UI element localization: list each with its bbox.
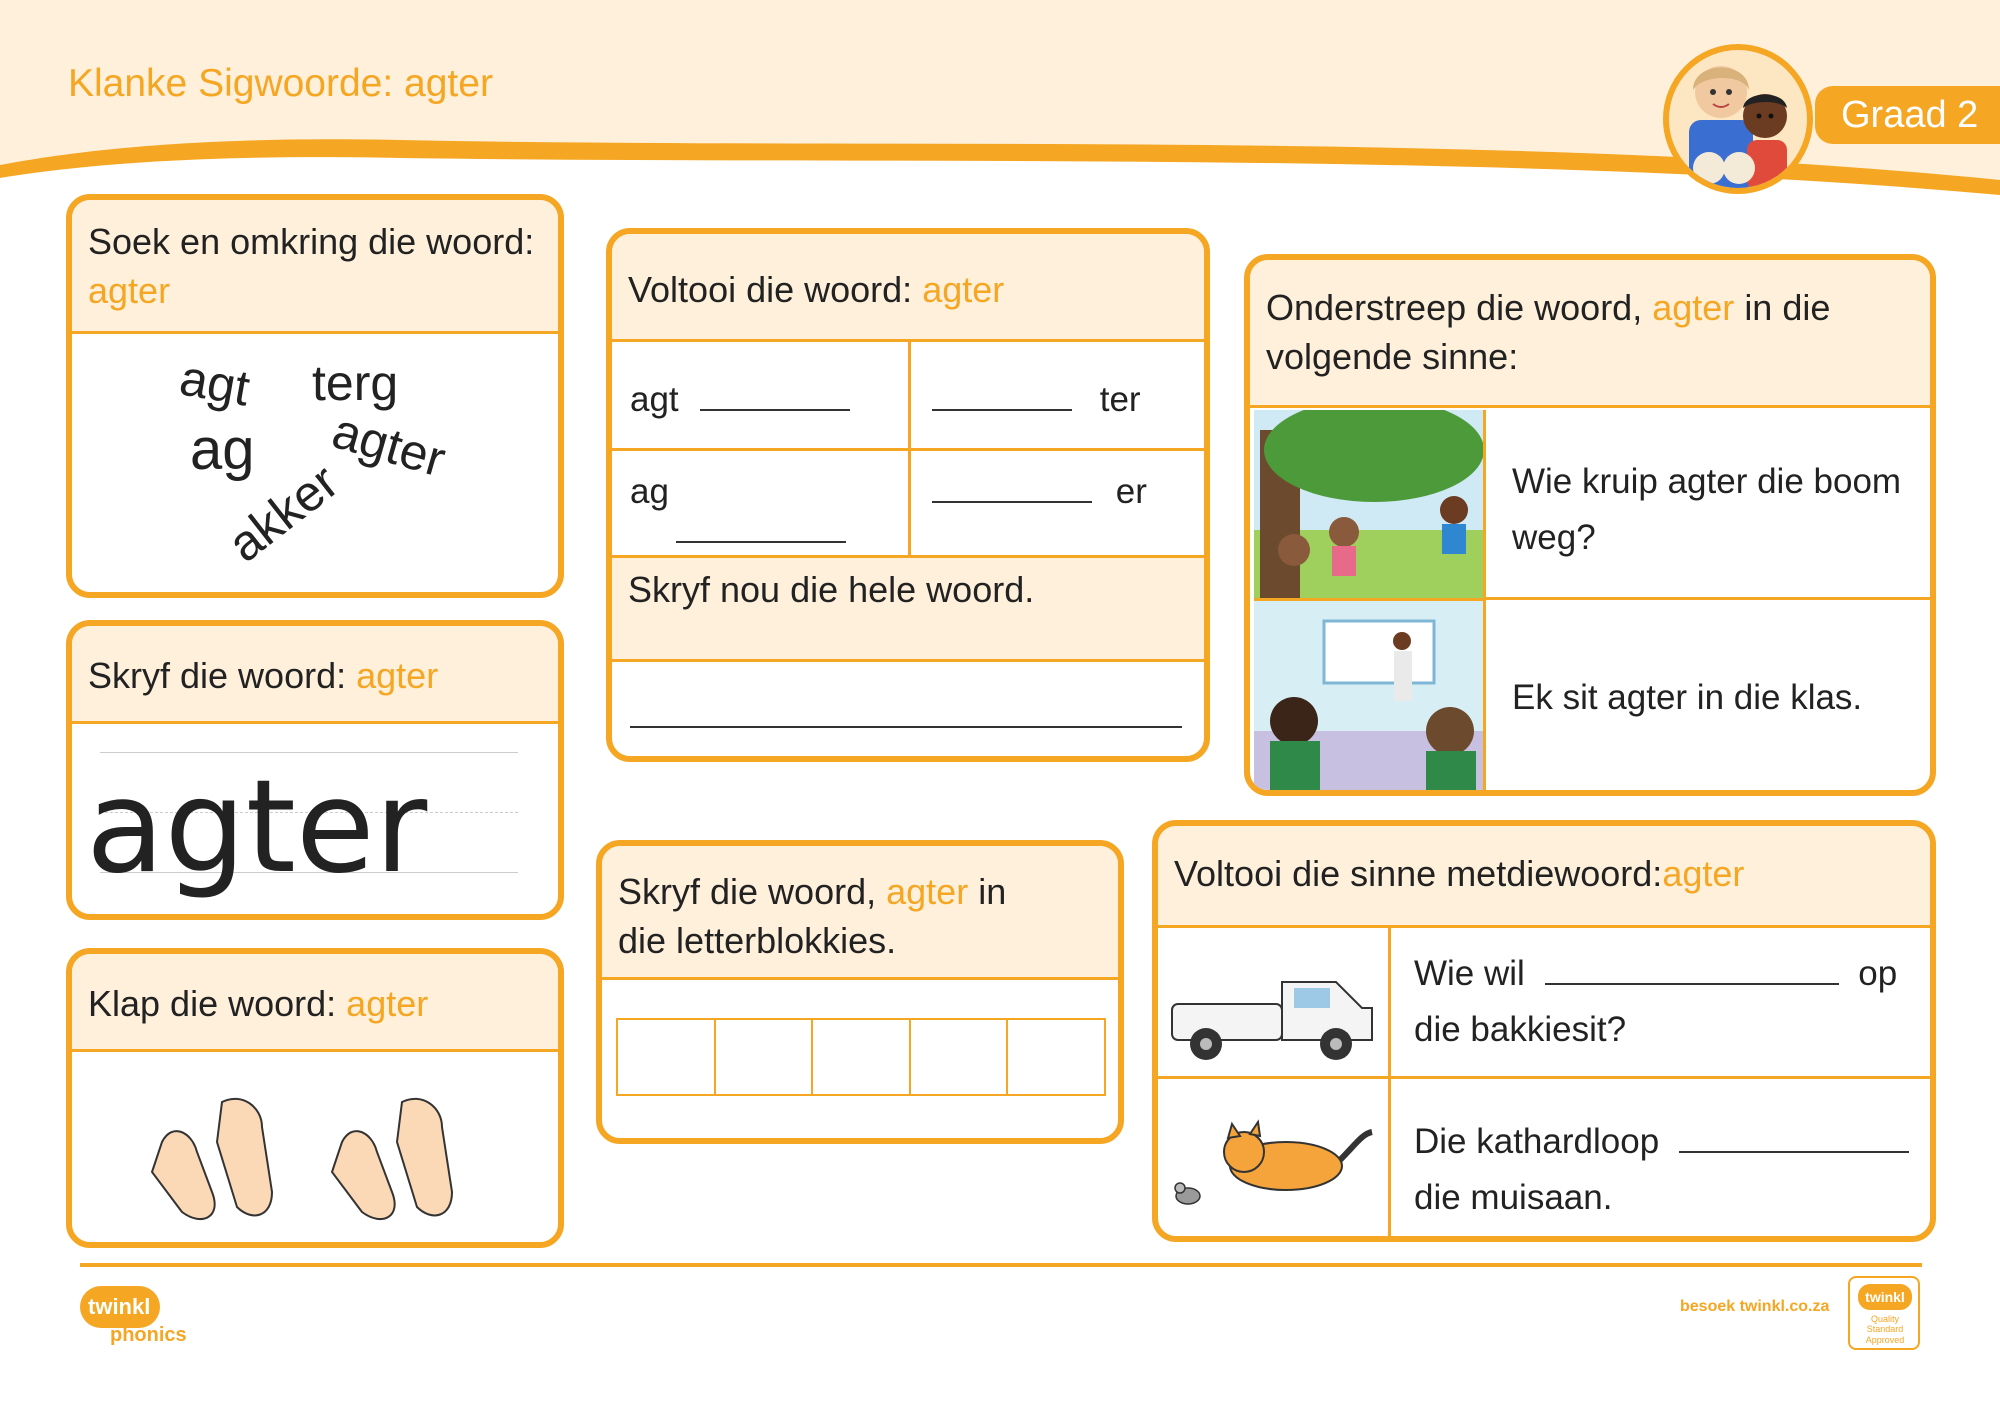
- cell-text: ter: [1099, 380, 1141, 419]
- sentence-text: die bakkiesit?: [1414, 1010, 1627, 1049]
- word-cloud: [72, 334, 558, 594]
- sentence-text: Die kathardloop: [1414, 1122, 1660, 1161]
- answer-blank[interactable]: [932, 473, 1092, 503]
- characters-avatar: [1663, 44, 1813, 194]
- twinkl-phonics-logo: [80, 1286, 200, 1350]
- cloud-word[interactable]: terg: [312, 355, 399, 411]
- sentence-text: die muisaan.: [1414, 1178, 1613, 1217]
- clap-prompt: Klap die woord:: [88, 983, 337, 1024]
- complete-cell: [932, 472, 1147, 512]
- answer-blank[interactable]: [932, 381, 1072, 411]
- quality-badge: [1848, 1276, 1920, 1350]
- letter-box[interactable]: [716, 1020, 814, 1094]
- complete-cell: [630, 472, 846, 552]
- forest-picture: [1254, 410, 1486, 598]
- cell-text: ag: [630, 472, 669, 511]
- underline-card-header: [1250, 260, 1930, 408]
- boxes-prompt-in: in: [978, 871, 1007, 912]
- underline-word: agter: [1652, 287, 1735, 328]
- letter-box[interactable]: [1008, 1020, 1104, 1094]
- fill-col-divider: [1388, 928, 1391, 1242]
- letter-box[interactable]: [813, 1020, 911, 1094]
- trace-word: agter: [86, 753, 428, 902]
- sentence-text: op: [1858, 954, 1898, 993]
- badge-text: Quality Standard Approved: [1865, 1314, 1905, 1345]
- answer-blank[interactable]: [1679, 1123, 1909, 1153]
- fill-sentence-2: [1414, 1114, 1934, 1226]
- clap-card: [66, 948, 564, 1248]
- boxes-word: agter: [886, 871, 969, 912]
- write-card: [66, 620, 564, 920]
- clap-card-header: [72, 954, 558, 1052]
- sentence-text: Wie wil: [1414, 954, 1525, 993]
- footer-url[interactable]: besoek twinkl.co.za: [1680, 1298, 1830, 1315]
- fill-sentence-1: [1414, 946, 1924, 1058]
- fill-row-divider: [1158, 1076, 1930, 1079]
- cloud-word[interactable]: akker: [217, 453, 349, 573]
- page-title: Klanke Sigwoorde: agter: [68, 62, 493, 105]
- underline-sentence-1[interactable]: Wie kruip agter die boom weg?: [1512, 462, 1902, 557]
- underline-card: [1244, 254, 1936, 796]
- boxes-prompt: Skryf die woord,: [618, 871, 877, 912]
- complete-card-header: [612, 234, 1204, 342]
- clap-word: agter: [346, 983, 429, 1024]
- fill-prompt: Voltooi die sinne metdiewoord:: [1174, 853, 1663, 894]
- pickup-truck-icon: [1166, 954, 1382, 1064]
- letter-box[interactable]: [911, 1020, 1009, 1094]
- underline-prompt-end: volgende sinne:: [1266, 335, 1519, 377]
- logo-phonics-text: phonics: [110, 1324, 187, 1346]
- cloud-word[interactable]: ag: [190, 417, 255, 482]
- instruction-text: Skryf nou die hele woord.: [628, 569, 1035, 610]
- complete-cell: [630, 380, 850, 420]
- complete-cell: [932, 380, 1141, 420]
- complete-grid: [612, 342, 1204, 558]
- answer-blank[interactable]: [1545, 955, 1839, 985]
- classroom-picture: [1254, 598, 1486, 790]
- letter-box[interactable]: [618, 1020, 716, 1094]
- write-word: agter: [356, 655, 439, 696]
- whole-word-line[interactable]: [612, 662, 1204, 752]
- complete-prompt: Voltooi die woord:: [628, 269, 913, 310]
- letter-boxes-card: [596, 840, 1124, 1144]
- boxes-card-header: [602, 846, 1118, 980]
- complete-word: agter: [922, 269, 1005, 310]
- footer-rule: [80, 1263, 1922, 1267]
- underline-sentence-2[interactable]: Ek sit agter in die klas.: [1512, 678, 1863, 717]
- write-whole-word-row: [612, 558, 1204, 662]
- underline-prompt-tail: in die: [1744, 287, 1831, 328]
- complete-word-card: [606, 228, 1210, 762]
- cell-text: agt: [630, 380, 679, 419]
- clapping-hands: [72, 1052, 558, 1242]
- cell-text: er: [1115, 472, 1147, 511]
- cloud-word[interactable]: agt: [175, 349, 254, 417]
- cat-chasing-mouse-icon: [1166, 1104, 1382, 1224]
- clap-hands-icon: [322, 1082, 482, 1232]
- write-card-header: [72, 626, 558, 724]
- letter-box-row: [616, 1018, 1106, 1096]
- fill-word: agter: [1662, 853, 1745, 894]
- underline-divider: [1486, 597, 1936, 600]
- underline-prompt: Onderstreep die woord,: [1266, 287, 1643, 328]
- answer-blank[interactable]: [676, 513, 846, 543]
- cloud-word[interactable]: agter: [326, 402, 452, 488]
- write-prompt: Skryf die woord:: [88, 655, 347, 696]
- fill-card-header: [1158, 826, 1930, 928]
- logo-text: twinkl: [88, 1294, 151, 1319]
- badge-logo: twinkl: [1858, 1284, 1912, 1310]
- grade-tab: Graad 2: [1815, 86, 2000, 144]
- answer-blank[interactable]: [700, 381, 850, 411]
- search-prompt: Soek en omkring die woord:: [88, 221, 535, 262]
- clap-hands-icon: [142, 1082, 302, 1232]
- search-word: agter: [88, 269, 171, 311]
- handwriting-lines: [72, 724, 558, 920]
- fill-sentences-card: [1152, 820, 1936, 1242]
- search-card-header: [72, 200, 558, 334]
- search-card: [66, 194, 564, 598]
- boxes-prompt-end: die letterblokkies.: [618, 919, 897, 961]
